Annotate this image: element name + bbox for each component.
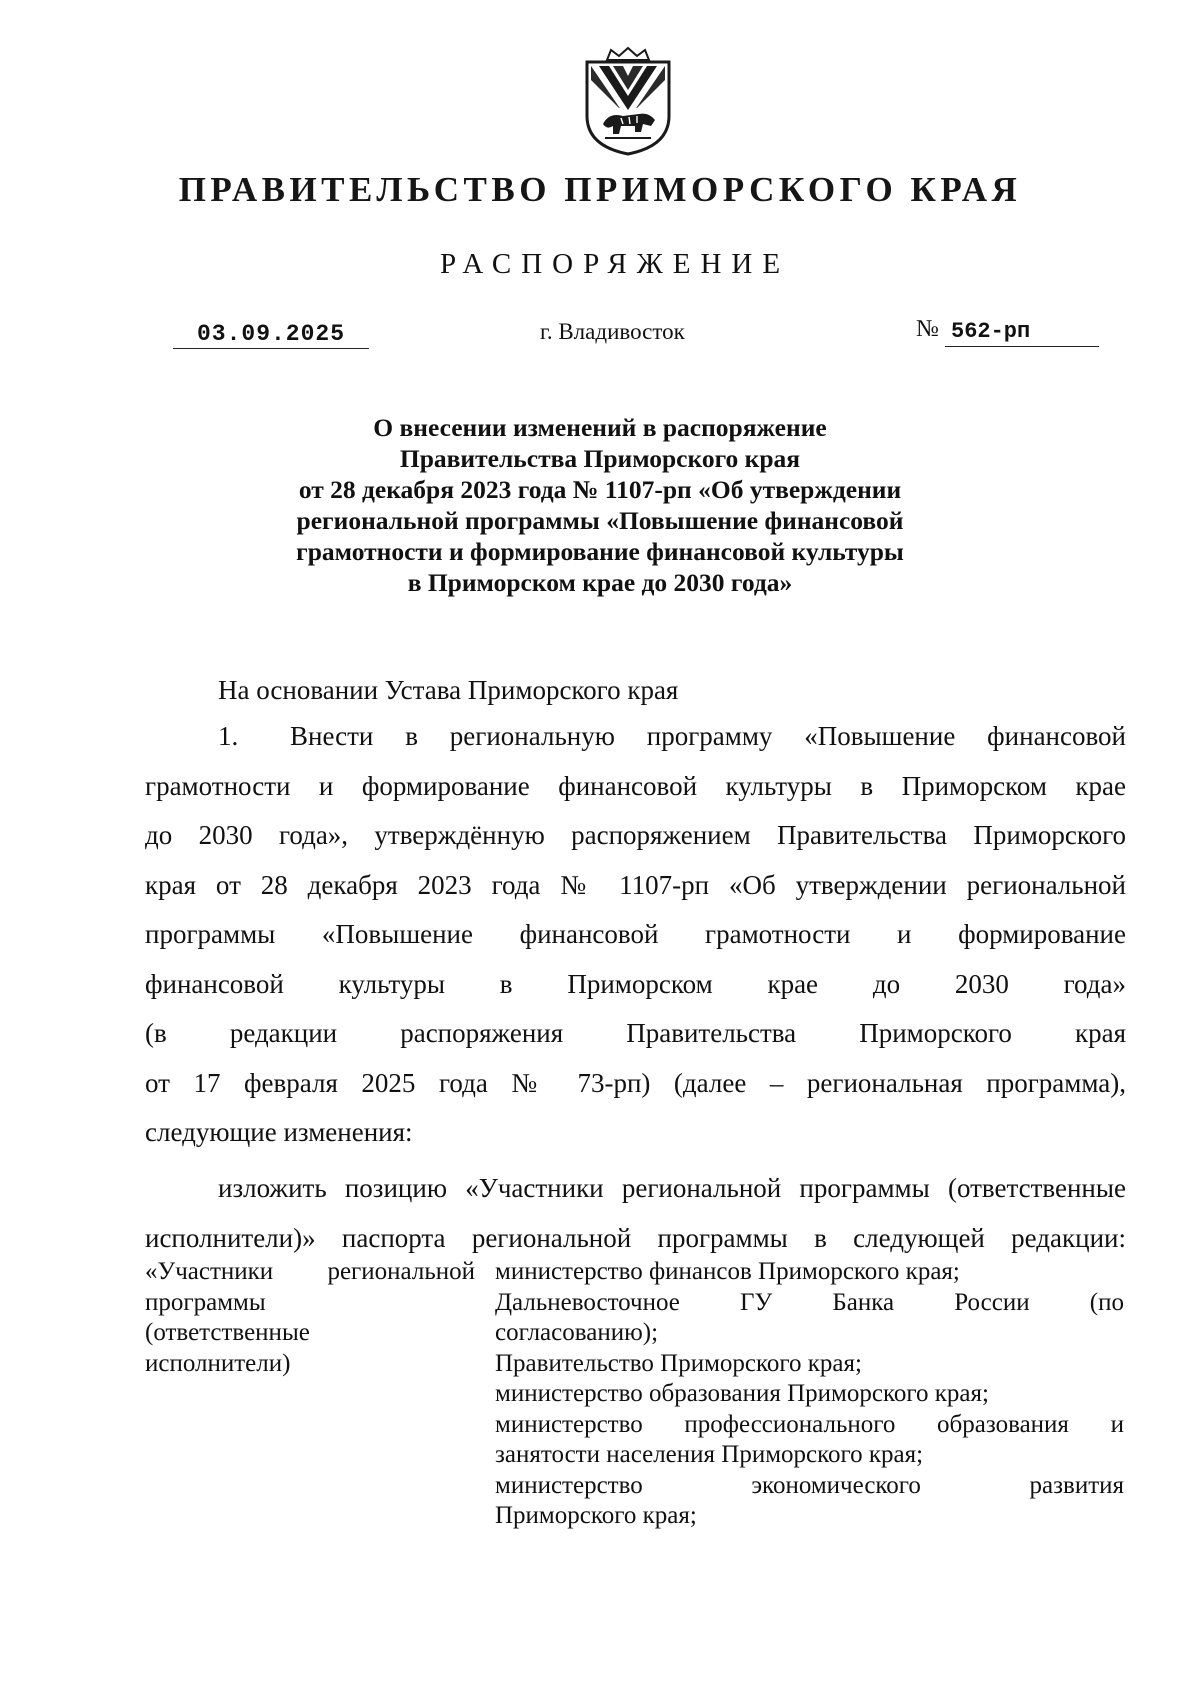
position-label-line: исполнители) — [145, 1349, 291, 1377]
participant-line: министерство профессионального образования и — [495, 1410, 1124, 1438]
subject-line: в Приморском крае до 2030 года» — [407, 568, 793, 597]
item-1-line: до 2030 года», утверждённую распоряжением Правительства Приморского — [145, 820, 1126, 850]
basis-text: На основании Устава Приморского края — [218, 675, 679, 705]
participant-line: Дальневосточное ГУ Банка России (по — [495, 1288, 1124, 1316]
instruction-last-line: исполнители)» паспорта региональной программы в следующей редакции: — [145, 1222, 1126, 1253]
subject-line: от 28 декабря 2023 года № 1107-рп «Об утверждении — [298, 475, 902, 504]
participant-line: министерство образования Приморского края; — [495, 1380, 989, 1407]
item-1-line: от 17 февраля 2025 года № 73-рп) (далее – региональная программа), — [145, 1067, 1126, 1098]
position-participants-cell — [495, 1257, 1124, 1532]
document-city: г. Владивосток — [540, 319, 685, 344]
organization-title: ПРАВИТЕЛЬСТВО ПРИМОРСКОГО КРАЯ — [178, 170, 1022, 209]
subject-line: О внесении изменений в распоряжение — [373, 413, 827, 442]
instruction-first-line: изложить позицию «Участники региональной программы (ответственные — [218, 1173, 1126, 1203]
instruction-paragraph — [145, 1164, 1126, 1263]
participant-line: министерство финансов Приморского края; — [495, 1258, 960, 1285]
subject-line: региональной программы «Повышение финансовой — [296, 506, 904, 535]
item-1-line: грамотности и формирование финансовой культуры в Приморском крае — [145, 770, 1126, 801]
position-label-cell — [145, 1257, 475, 1379]
position-label-line: (ответственные — [145, 1319, 310, 1346]
document-number-label: № — [916, 316, 939, 342]
item-1-first-text: Внести в региональную программу «Повышение финансовой — [290, 721, 1126, 751]
participant-line: министерство экономического развития — [495, 1471, 1124, 1499]
participant-line: Правительство Приморского края; — [495, 1349, 862, 1377]
document-subject — [200, 412, 1000, 598]
participant-line: Приморского края; — [495, 1502, 697, 1529]
position-label-line: «Участники региональной — [145, 1258, 475, 1285]
item-1-line: финансовой культуры в Приморском крае до 2030 года» — [145, 968, 1126, 999]
basis-paragraph — [218, 666, 1199, 716]
item-1-last-line: следующие изменения: — [145, 1117, 413, 1147]
document-number: 562-рп — [945, 318, 1099, 347]
participant-line: занятости населения Приморского края; — [495, 1441, 924, 1468]
item-1-line: программы «Повышение финансовой грамотности и формирование — [145, 919, 1126, 949]
coat-of-arms-icon — [577, 46, 679, 158]
document-date: 03.09.2025 — [173, 320, 369, 349]
item-1-line: края от 28 декабря 2023 года № 1107-рп «Об утверждении региональной — [145, 869, 1126, 900]
position-label-line: программы — [145, 1288, 266, 1316]
item-1-line: (в редакции распоряжения Правительства Приморского края — [145, 1018, 1126, 1048]
item-1-first-line — [145, 712, 1126, 762]
item-1-number: 1. — [218, 721, 239, 751]
item-1-paragraph — [145, 712, 1126, 1158]
subject-line: грамотности и формирование финансовой культуры — [296, 537, 904, 566]
participant-line: согласованию); — [495, 1319, 659, 1346]
subject-line: Правительства Приморского края — [399, 444, 801, 473]
document-type: РАСПОРЯЖЕНИЕ — [439, 248, 791, 280]
